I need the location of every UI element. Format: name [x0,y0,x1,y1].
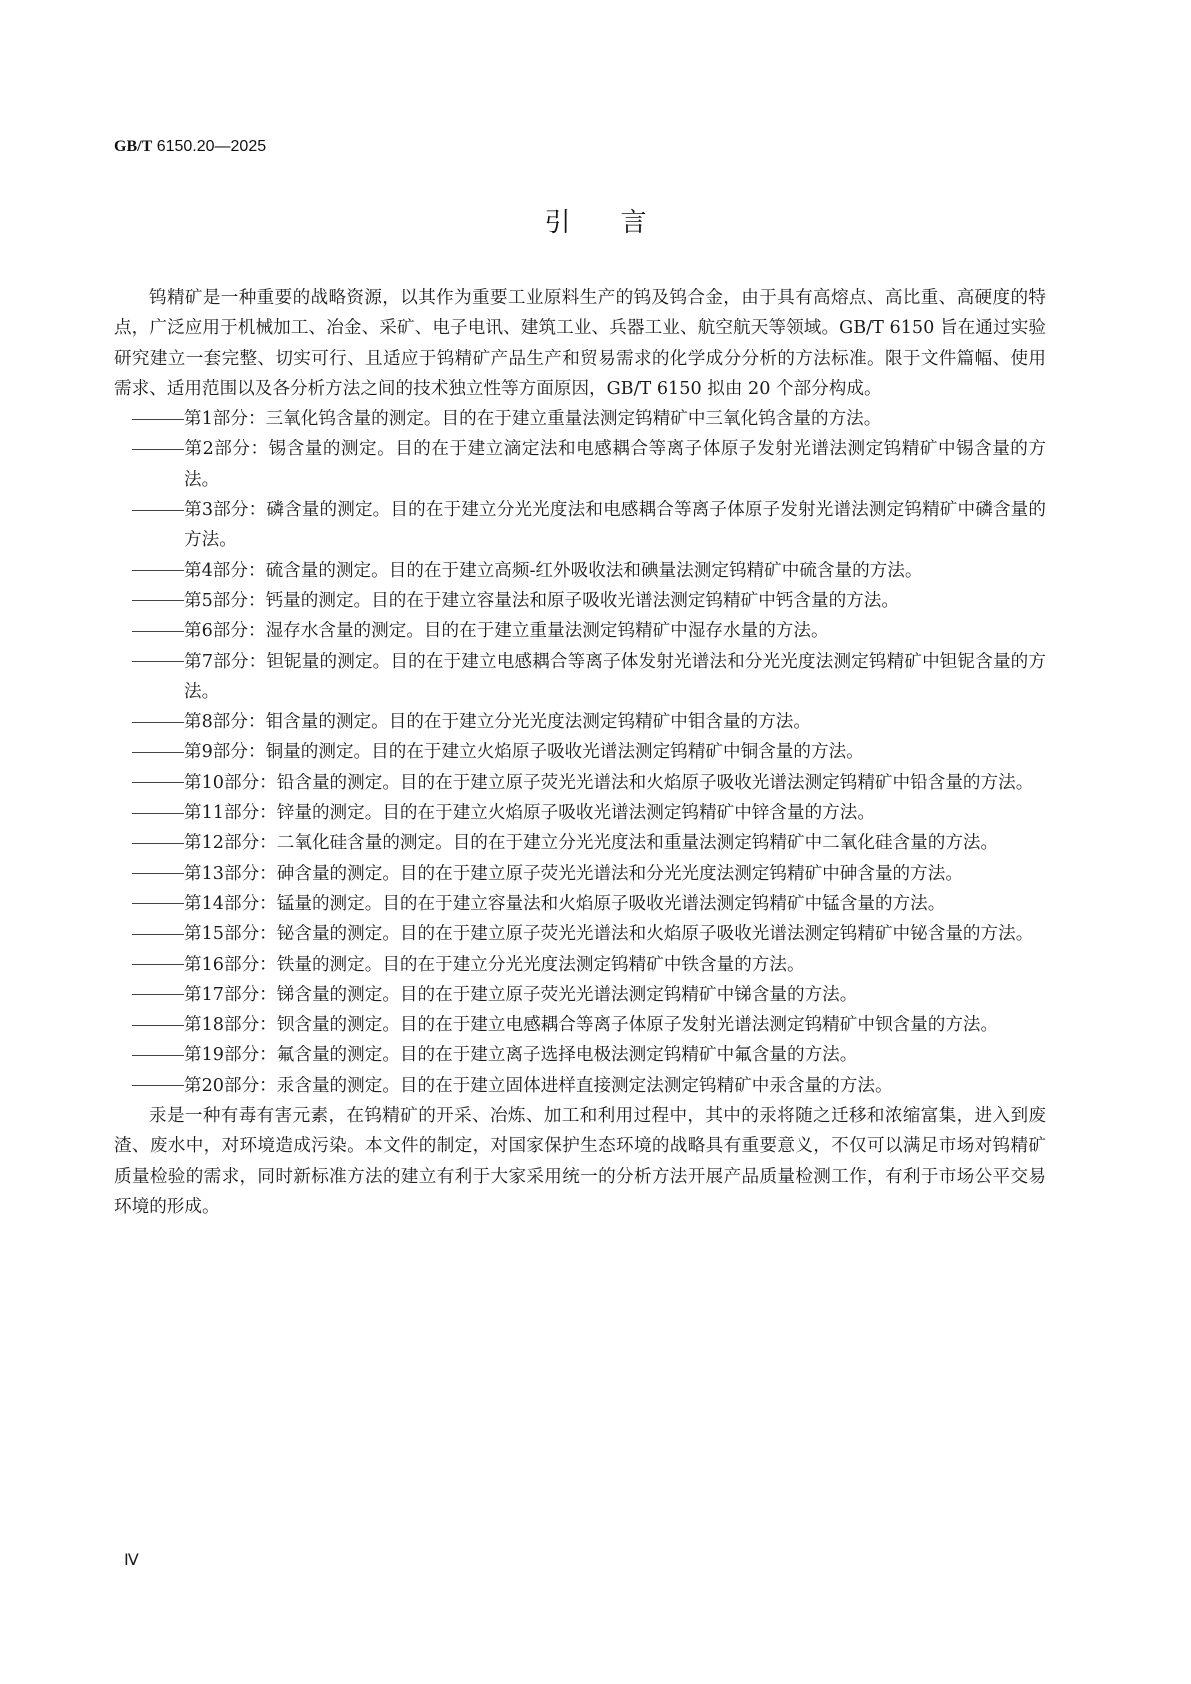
list-item [114,828,1046,858]
list-item [114,859,1046,889]
em-dash-bullet [114,828,184,858]
list-item [114,798,1046,828]
list-item [114,889,1046,919]
em-dash-bullet [114,434,184,464]
part-text: 第15部分：铋含量的测定。目的在于建立原子荧光光谱法和火焰原子吸收光谱法测定钨精矿中铋含量的方法。 [184,924,1034,945]
standard-prefix: GB/T [114,138,153,155]
section-title: 引言 [544,208,697,238]
part-text: 第12部分：二氧化硅含量的测定。目的在于建立分光光度法和重量法测定钨精矿中二氧化硅含量的方法。 [184,833,999,854]
em-dash-bullet [114,1040,184,1070]
list-item [114,1040,1046,1070]
part-text: 第14部分：锰量的测定。目的在于建立容量法和火焰原子吸收光谱法测定钨精矿中锰含量的方法。 [184,893,946,914]
standard-number: 6150.20—2025 [156,138,267,155]
em-dash-bullet [114,556,184,586]
part-text: 第13部分：砷含量的测定。目的在于建立原子荧光光谱法和分光光度法测定钨精矿中砷含量的方法。 [184,863,963,884]
em-dash-bullet [114,950,184,980]
list-item [114,950,1046,980]
list-item [114,586,1046,616]
part-text: 第3部分：磷含量的测定。目的在于建立分光光度法和电感耦合等离子体原子发射光谱法测定钨精矿中磷含量的方法。 [184,500,1046,551]
em-dash-bullet [114,495,184,525]
part-text: 第18部分：钡含量的测定。目的在于建立电感耦合等离子体原子发射光谱法测定钨精矿中钡含量的方法。 [184,1015,999,1036]
em-dash-bullet [114,919,184,949]
part-text: 第2部分：锡含量的测定。目的在于建立滴定法和电感耦合等离子体原子发射光谱法测定钨精矿中锡含量的方法。 [184,439,1046,490]
part-text: 第16部分：铁量的测定。目的在于建立分光光度法测定钨精矿中铁含量的方法。 [184,954,805,975]
em-dash-bullet [114,980,184,1010]
intro-paragraph: 钨精矿是一种重要的战略资源，以其作为重要工业原料生产的钨及钨合金，由于具有高熔点、高比重、高硬度的特点，广泛应用于机械加工、冶金、采矿、电子电讯、建筑工业、兵器工业、航空航天等领域。GB/T 6150 旨在通过实验研究建立一套完整、切实可行、且适应于钨精矿产品生产和贸易需求的化学成分分析的方法标准。限于文件篇幅、使用需求、适用范围以及各分析方法之间的技术独立性等方面原因，GB/T 6150 拟由 20 个部分构成。 [114,288,1046,399]
list-item [114,919,1046,949]
list-item [114,707,1046,737]
part-text: 第9部分：铜量的测定。目的在于建立火焰原子吸收光谱法测定钨精矿中铜含量的方法。 [184,742,864,763]
em-dash-bullet [114,798,184,828]
em-dash-bullet [114,737,184,767]
em-dash-bullet [114,889,184,919]
part-text: 第6部分：湿存水含量的测定。目的在于建立重量法测定钨精矿中湿存水量的方法。 [184,621,829,642]
em-dash-bullet [114,1071,184,1101]
list-item [114,980,1046,1010]
part-text: 第19部分：氟含量的测定。目的在于建立离子选择电极法测定钨精矿中氟含量的方法。 [184,1045,858,1066]
standard-code [114,138,266,156]
list-item [114,768,1046,798]
part-text: 第11部分：锌量的测定。目的在于建立火焰原子吸收光谱法测定钨精矿中锌含量的方法。 [184,803,875,824]
list-item [114,1010,1046,1040]
em-dash-bullet [114,616,184,646]
em-dash-bullet [114,1010,184,1040]
em-dash-bullet [114,859,184,889]
page-number: Ⅳ [124,1552,139,1569]
list-item [114,616,1046,646]
em-dash-bullet [114,768,184,798]
list-item [114,1071,1046,1101]
em-dash-bullet [114,647,184,677]
parts-list [114,404,1046,1101]
part-text: 第4部分：硫含量的测定。目的在于建立高频-红外吸收法和碘量法测定钨精矿中硫含量的方法。 [184,560,923,581]
em-dash-bullet [114,707,184,737]
part-text: 第10部分：铅含量的测定。目的在于建立原子荧光光谱法和火焰原子吸收光谱法测定钨精矿中铅含量的方法。 [184,772,1034,793]
document-body [114,283,1046,1222]
list-item [114,647,1046,708]
part-text: 第1部分：三氧化钨含量的测定。目的在于建立重量法测定钨精矿中三氧化钨含量的方法。 [184,409,882,430]
list-item [114,434,1046,495]
part-text: 第7部分：钽铌量的测定。目的在于建立电感耦合等离子体发射光谱法和分光光度法测定钨精矿中钽铌含量的方法。 [184,651,1046,702]
em-dash-bullet [114,586,184,616]
part-text: 第17部分：锑含量的测定。目的在于建立原子荧光光谱法测定钨精矿中锑含量的方法。 [184,984,858,1005]
list-item [114,495,1046,556]
part-text: 第5部分：钙量的测定。目的在于建立容量法和原子吸收光谱法测定钨精矿中钙含量的方法。 [184,590,899,611]
list-item [114,556,1046,586]
list-item [114,404,1046,434]
closing-paragraph: 汞是一种有毒有害元素，在钨精矿的开采、冶炼、加工和利用过程中，其中的汞将随之迁移和浓缩富集，进入到废渣、废水中，对环境造成污染。本文件的制定，对国家保护生态环境的战略具有重要意义，不仅可以满足市场对钨精矿质量检验的需求，同时新标准方法的建立有利于大家采用统一的分析方法开展产品质量检测工作，有利于市场公平交易环境的形成。 [114,1106,1046,1217]
list-item [114,737,1046,767]
em-dash-bullet [114,404,184,434]
part-text: 第20部分：汞含量的测定。目的在于建立固体进样直接测定法测定钨精矿中汞含量的方法。 [184,1075,893,1096]
part-text: 第8部分：钼含量的测定。目的在于建立分光光度法测定钨精矿中钼含量的方法。 [184,712,811,733]
